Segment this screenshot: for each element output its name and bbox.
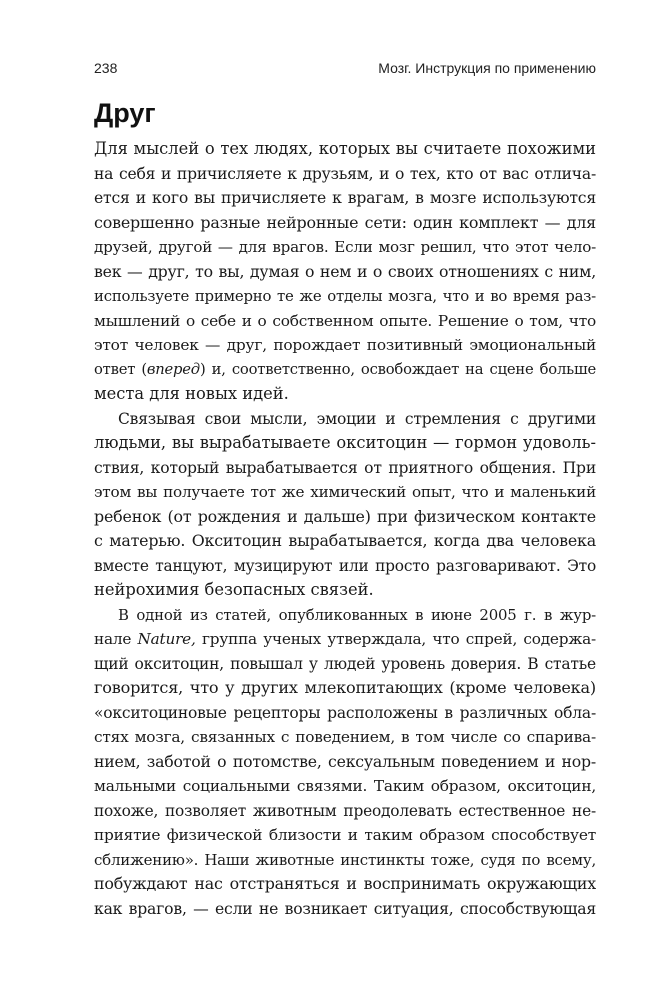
italic-word: Nature,: [137, 630, 196, 648]
text-line: говорится, что у других млекопитающих (кроме человека): [94, 678, 596, 697]
text-line: друзей, другой — для врагов. Если мозг решил, что этот чело-: [94, 238, 596, 256]
text-line: В одной из статей, опубликованных в июне 2005 г. в жур-: [118, 605, 596, 624]
running-title: Мозг. Инструкция по применению: [378, 60, 596, 76]
text-line: век — друг, то вы, думая о нем и о своих отношениях с ним,: [94, 261, 596, 281]
text-line: этот человек — друг, порождает позитивный эмоциональный: [94, 336, 596, 354]
section-title: Друг: [94, 98, 156, 128]
text-line: вместе танцуют, музицируют или просто разговаривают. Это: [94, 556, 596, 575]
text-line: побуждают нас отстраняться и воспринимать окружающих: [94, 874, 596, 893]
text-line: похоже, позволяет животным преодолевать естественное не-: [94, 801, 596, 820]
text-line: ствия, который вырабатывается от приятного общения. При: [94, 458, 596, 477]
text-line: нейрохимия безопасных связей.: [94, 580, 374, 599]
text-line: нале Nature, группа ученых утверждала, что спрей, содержа-: [94, 630, 596, 648]
text-line: Для мыслей о тех людях, которых вы считаете похожими: [94, 139, 596, 158]
text-line: «окситоциновые рецепторы расположены в различных обла-: [94, 703, 596, 722]
text-line: Связывая свои мысли, эмоции и стремления с другими: [118, 409, 596, 428]
text-line: приятие физической близости и таким образом способствует: [94, 826, 596, 844]
text-line: на себя и причисляете к друзьям, и о тех, кто от вас отлича-: [94, 164, 596, 183]
text-line: ется и кого вы причисляете к врагам, в мозге используются: [94, 188, 596, 207]
text-line: места для новых идей.: [94, 384, 289, 403]
running-header: [94, 60, 596, 76]
text-line: совершенно разные нейронные сети: один комплект — для: [94, 212, 596, 232]
text-line: сближению». Наши животные инстинкты тоже, судя по всему,: [94, 850, 596, 869]
text-line: с матерью. Окситоцин вырабатывается, когда два человека: [94, 531, 596, 550]
body-text: [94, 137, 596, 921]
italic-word: вперед: [146, 360, 200, 378]
text-line: мальными социальными связями. Таким образом, окситоцин,: [94, 777, 596, 795]
text-line: стях мозга, связанных с поведением, в том числе со спарива-: [94, 728, 596, 746]
text-line: мышлений о себе и о собственном опыте. Решение о том, что: [94, 311, 596, 330]
text-line: ребенок (от рождения и дальше) при физическом контакте: [94, 506, 596, 526]
text-line: этом вы получаете тот же химический опыт, что и маленький: [94, 483, 596, 501]
text-line: людьми, вы вырабатываете окситоцин — гормон удоволь-: [94, 433, 596, 452]
page-number: 238: [94, 60, 118, 76]
text-line: как врагов, — если не возникает ситуация, способствующая: [94, 898, 596, 918]
text-line: ответ (вперед) и, соответственно, освобождает на сцене больше: [94, 360, 596, 378]
text-line: используете примерно те же отделы мозга, что и во время раз-: [94, 287, 596, 305]
text-line: щий окситоцин, повышал у людей уровень доверия. В статье: [94, 654, 596, 673]
text-line: нием, заботой о потомстве, сексуальным поведением и нор-: [94, 751, 596, 771]
